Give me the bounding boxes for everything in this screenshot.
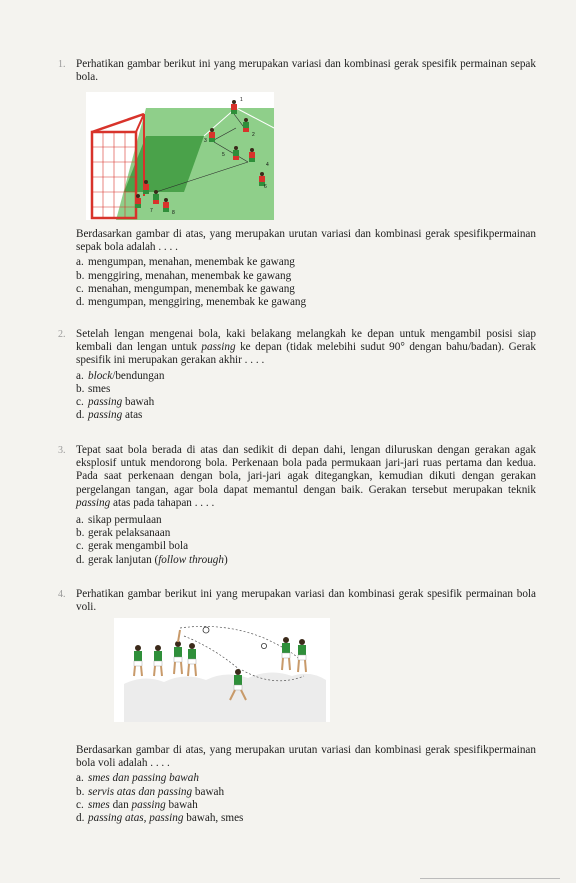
label-8: 8 [172,210,175,216]
volleyball-figure [114,618,330,722]
option-text: gerak mengambil bola [88,540,189,553]
question-1-prompt: Berdasarkan gambar di atas, yang merupakan urutan variasi dan kombinasi gerak spesifikpermainan sepak bola adalah . . . . [76,228,536,254]
option-text: passing bawah [88,396,155,409]
option-text: block/bendungan [88,369,165,382]
option-text: menggiring, menahan, menembak ke gawang [88,269,292,282]
option-letter: d. [76,409,85,422]
question-4-part-b [76,744,536,825]
label-7: 7 [150,208,153,214]
option-d[interactable] [76,812,536,825]
option-letter: a. [76,514,84,527]
ground-shade [124,672,326,722]
option-d[interactable] [76,296,536,309]
option-c[interactable] [76,799,536,812]
question-4-options [76,772,536,825]
option-text: passing atas [88,409,143,422]
question-2 [58,328,536,422]
option-text: menahan, mengumpan, menembak ke gawang [88,282,295,295]
soccer-figure [86,92,274,220]
option-letter: d. [76,812,85,825]
option-b[interactable] [76,786,536,799]
option-text: smes dan passing bawah [88,772,199,785]
option-letter: c. [76,396,84,409]
question-2-options [76,370,536,423]
option-a[interactable] [76,370,536,383]
option-b[interactable] [76,383,536,396]
option-text: smes [88,382,111,395]
option-letter: b. [76,269,85,282]
option-letter: a. [76,772,84,785]
question-3-stem: Tepat saat bola berada di atas dan sedikit di depan dahi, lengan diluruskan dengan gerakan agak eksplosif untuk mendorong bola. Perkenaan bola pada permukaan jari-jari ruas pertama dan kedua. Pada saat perkenaan dengan bola, jari-jari agak ditegangkan, kemudian dikuti dengan gerakan pergelangan tangan, agar bola dapat memantul dengan baik. Gerakan tersebut merupakan teknik passing atas pada tahapan . . . . [76,444,536,509]
question-4-prompt: Berdasarkan gambar di atas, yang merupakan urutan variasi dan kombinasi gerak spesifikpermainan bola voli adalah . . . . [76,744,536,770]
option-letter: b. [76,382,85,395]
question-1 [58,58,536,84]
question-number: 3. [58,445,66,456]
option-c[interactable] [76,396,536,409]
question-number: 4. [58,589,66,600]
label-4: 4 [266,162,269,168]
soccer-illustration [86,92,274,220]
option-text: servis atas dan passing bawah [88,785,225,798]
volleyball-illustration [114,618,330,722]
ball-trajectory [180,626,298,658]
option-letter: a. [76,256,84,269]
label-3: 3 [204,138,207,144]
label-5: 5 [222,152,225,158]
option-d[interactable] [76,554,536,567]
option-text: sikap permulaan [88,514,162,527]
option-text: mengumpan, menahan, menembak ke gawang [88,256,295,269]
option-a[interactable] [76,256,536,269]
option-a[interactable] [76,772,536,785]
option-letter: c. [76,798,84,811]
option-c[interactable] [76,283,536,296]
question-2-stem: Setelah lengan mengenai bola, kaki belakang melangkah ke depan untuk mengambil posisi siap kembali dan lengan untuk passing ke depan (tidak melebihi sudut 90° dengan bahu/badan). Gerak spesifik ini merupakan gerakan akhir . . . . [76,328,536,367]
option-b[interactable] [76,527,536,540]
option-letter: a. [76,369,84,382]
option-letter: b. [76,785,85,798]
question-3-options [76,514,536,567]
option-text: gerak pelaksanaan [88,527,171,540]
question-number: 2. [58,329,66,340]
label-2: 2 [252,132,255,138]
option-text: passing atas, passing bawah, smes [88,812,244,825]
question-1-part-b [76,228,536,309]
option-c[interactable] [76,540,536,553]
option-d[interactable] [76,409,536,422]
option-letter: d. [76,553,85,566]
question-number: 1. [58,59,66,70]
question-3 [58,444,536,567]
page-bottom-rule [420,878,560,879]
label-6: 6 [264,184,267,190]
label-1: 1 [240,97,243,103]
option-text: smes dan passing bawah [88,798,198,811]
volleyball [203,627,209,633]
option-letter: b. [76,527,85,540]
option-letter: d. [76,296,85,309]
option-text: mengumpan, menggiring, menembak ke gawang [88,296,307,309]
option-a[interactable] [76,514,536,527]
option-letter: c. [76,540,84,553]
option-text: gerak lanjutan (follow through) [88,553,228,566]
question-1-stem: Perhatikan gambar berikut ini yang merupakan variasi dan kombinasi gerak spesifik permainan sepak bola. [76,58,536,84]
option-b[interactable] [76,270,536,283]
question-1-options [76,256,536,309]
question-4 [58,588,536,614]
option-letter: c. [76,282,84,295]
question-4-stem: Perhatikan gambar berikut ini yang merupakan variasi dan kombinasi gerak spesifik permainan bola voli. [76,588,536,614]
